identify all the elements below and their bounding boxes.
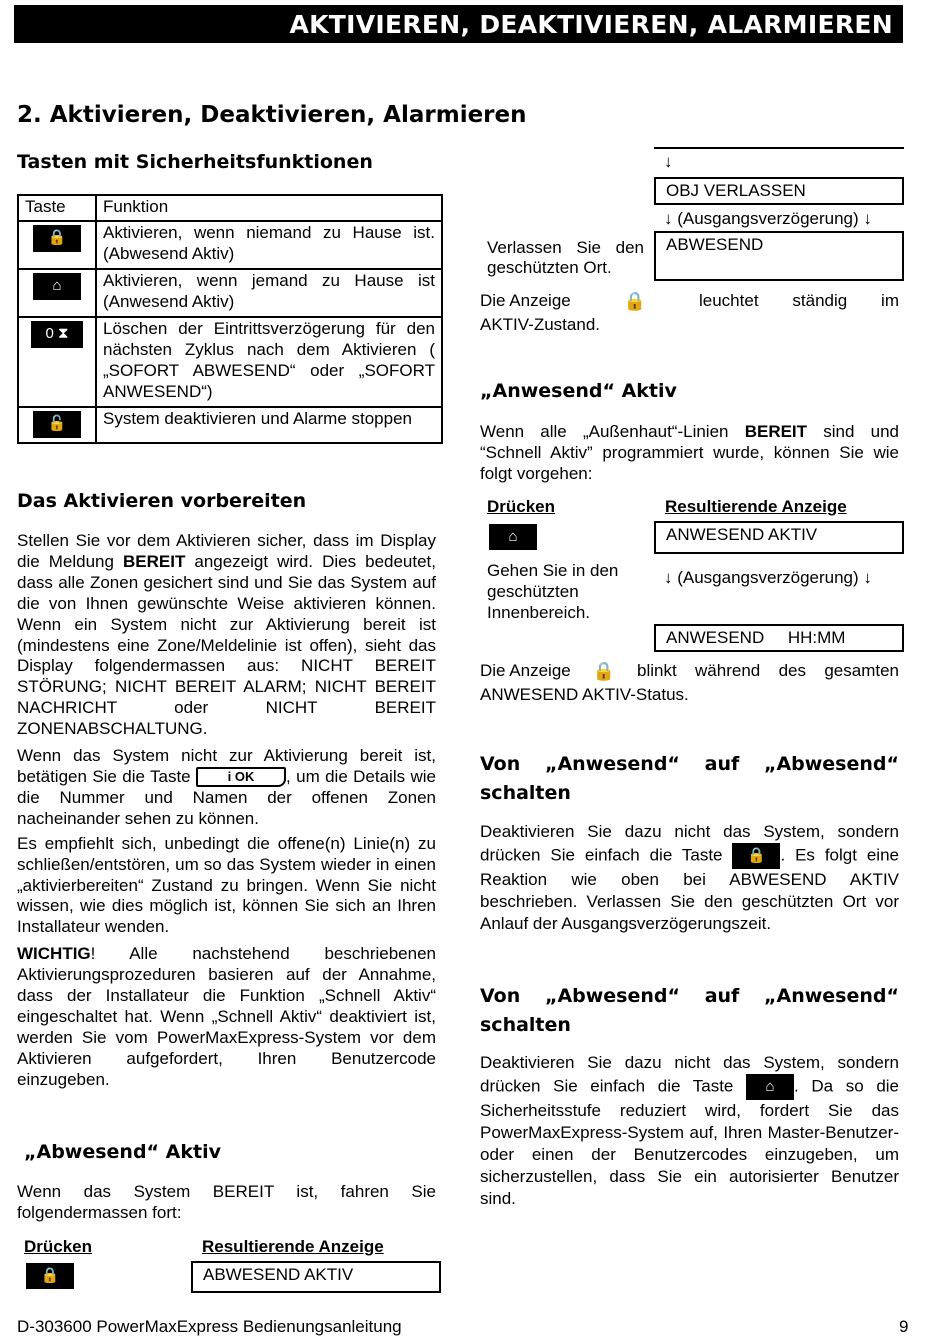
page-number: 9	[899, 1317, 909, 1336]
away-to-home-text	[480, 1052, 899, 1211]
leave-text: Verlassen Sie den geschützten Ort.	[487, 238, 644, 278]
key-function-text: System deaktivieren und Alarme stoppen	[96, 407, 442, 443]
lock-icon: 🔒	[732, 843, 780, 869]
home-exit-delay: ↓ (Ausgangsverzögerung) ↓	[664, 568, 872, 587]
unlock-icon: 🔓	[33, 411, 81, 438]
blink-pre: Die Anzeige	[480, 660, 571, 680]
display-anwesend-aktiv: ANWESEND AKTIV	[654, 521, 904, 554]
ok-key-icon: i OK	[196, 767, 286, 787]
away-col-press: Drücken	[24, 1237, 93, 1256]
home-intro-pre: Wenn alle „Außenhaut“-Linien	[480, 422, 745, 441]
key-function-text: Löschen der Eintrittsverzögerung für den nächsten Zyklus nach dem Aktivieren ( „SOFORT ABWESEND“ oder „SOFORT ANWESEND“)	[96, 317, 442, 407]
home-heading: „Anwesend“ Aktiv	[480, 380, 677, 402]
display-anwesend-time: ANWESEND HH:MM	[654, 624, 904, 652]
page-header: AKTIVIEREN, DEAKTIVIEREN, ALARMIEREN	[14, 5, 903, 43]
home-intro-post: sind und “Schnell Aktiv” programmiert wurde, können Sie wie folgt vorgehen:	[480, 422, 899, 483]
keys-table	[17, 194, 443, 444]
keys-col-key: Taste	[18, 195, 96, 221]
home-to-away-post: . Es folgt eine Reaktion wie oben bei ABWESEND AKTIV beschrieben. Verlassen Sie den geschützten Ort vor Anlauf der Ausgangsverzögerungszeit.	[480, 845, 899, 934]
lock-icon: 🔒	[26, 1263, 74, 1289]
home-to-away-text	[480, 821, 899, 935]
exit-delay-label: ↓ (Ausgangsverzögerung) ↓	[664, 209, 872, 228]
display-divider	[654, 147, 904, 149]
home-to-away-heading: Von „Anwesend“ auf „Abwesend“ schalten	[480, 753, 899, 804]
prepare-text	[17, 531, 436, 1091]
lock-outline-icon: 🔒	[623, 291, 647, 311]
prepare-p3: Es empfiehlt sich, unbedingt die offene(n) Linie(n) zu schließen/entstören, um so das System wieder in einen „aktivierbereiten“ Zustand zu bringen. Wenn Sie nicht wissen, wie dies möglich ist, können Sie sich an Ihren Installateur wenden.	[17, 833, 436, 937]
display-abwesend-aktiv: ABWESEND AKTIV	[191, 1261, 441, 1293]
steady-post-first: leuchtet ständig im	[699, 290, 899, 310]
steady-line	[480, 290, 899, 312]
blink-line	[480, 660, 899, 682]
display-abwesend: ABWESEND	[654, 231, 904, 281]
arrow-down: ↓	[664, 152, 673, 171]
home-icon: ⌂	[746, 1074, 794, 1100]
keys-heading: Tasten mit Sicherheitsfunktionen	[17, 151, 373, 173]
home-to-away-pre: Deaktivieren Sie dazu nicht das System, sondern drücken Sie einfach die Taste	[480, 822, 899, 865]
home-col-press: Drücken	[487, 497, 556, 516]
prepare-p2-rest: , um die Details wie die Nummer und Namen der offenen Zonen nacheinander sehen zu können.	[17, 766, 436, 828]
blink-post-first: blinkt während des gesamten	[637, 660, 899, 680]
prepare-p4: ! Alle nachstehend beschriebenen Aktivierungsprozeduren basieren auf der Annahme, dass der Installateur die Funktion „Schnell Aktiv“ eingeschaltet hat. Wenn „Schnell Aktiv“ deaktiviert ist, werden Sie vom PowerMaxExpress-System vor dem Aktivieren aufgefordert, Ihren Benutzercode einzugeben.	[17, 944, 436, 1089]
away-to-home-heading: Von „Abwesend“ auf „Anwesend“ schalten	[480, 985, 899, 1036]
footer-doc: D-303600 PowerMaxExpress Bedienungsanleitung	[17, 1317, 402, 1336]
key-function-text: Aktivieren, wenn niemand zu Hause ist. (Abwesend Aktiv)	[96, 221, 442, 269]
section-title: 2. Aktivieren, Deaktivieren, Alarmieren	[17, 102, 527, 128]
prepare-p1-rest: angezeigt wird. Dies bedeutet, dass alle Zonen gesichert sind und Sie das System auf die von Ihnen gewünschte Weise aktivieren können. Wenn ein System nicht zur Aktivierung bereit ist (mindestens eine Zone/Meldelinie ist offen), sieht das Display folgendermassen aus: NICHT BEREIT STÖRUNG; NICHT BEREIT ALARM; NICHT BEREIT NACHRICHT oder NICHT BEREIT ZONENABSCHALTUNG.	[17, 551, 437, 739]
keys-col-function: Funktion	[96, 195, 442, 221]
display-obj-verlassen: OBJ VERLASSEN	[654, 177, 904, 205]
home-intro	[480, 422, 899, 485]
bereit-bold: BEREIT	[122, 551, 186, 571]
lock-icon: 🔒	[33, 225, 81, 252]
home-bereit-bold: BEREIT	[744, 422, 808, 441]
away-heading: „Abwesend“ Aktiv	[24, 1141, 221, 1163]
away-to-home-post: . Da so die Sicherheitsstufe reduziert wird, fordert Sie das PowerMaxExpress-System auf, Ihren Master-Benutzer- oder einen der Benutzercodes einzugeben, um sicherzustellen, dass Sie ein autorisierter Benutzer sind.	[480, 1076, 900, 1209]
home-col-display: Resultierende Anzeige	[665, 497, 847, 516]
away-col-display: Resultierende Anzeige	[202, 1237, 384, 1256]
home-icon: ⌂	[489, 524, 537, 550]
wichtig-bold: WICHTIG	[17, 944, 91, 964]
lock-outline-icon: 🔒	[592, 661, 616, 681]
home-icon: ⌂	[33, 273, 81, 300]
go-text: Gehen Sie in den geschützten Innenbereich.	[487, 561, 619, 622]
away-to-home-pre: Deaktivieren Sie dazu nicht das System, sondern drücken Sie einfach die Taste	[480, 1053, 899, 1096]
prepare-p1: Stellen Sie vor dem Aktivieren sicher, dass im Display die Meldung	[17, 531, 436, 571]
prepare-heading: Das Aktivieren vorbereiten	[17, 490, 307, 512]
instant-icon: 0 ⧗	[31, 321, 83, 348]
away-intro: Wenn das System BEREIT ist, fahren Sie folgendermassen fort:	[17, 1182, 436, 1222]
steady-pre: Die Anzeige	[480, 290, 571, 310]
prepare-p2: Wenn das System nicht zur Aktivierung bereit ist, betätigen Sie die Taste	[17, 746, 436, 786]
blink-post: ANWESEND AKTIV-Status.	[480, 685, 689, 704]
key-function-text: Aktivieren, wenn jemand zu Hause ist (Anwesend Aktiv)	[96, 269, 442, 317]
steady-post: AKTIV-Zustand.	[480, 315, 600, 334]
